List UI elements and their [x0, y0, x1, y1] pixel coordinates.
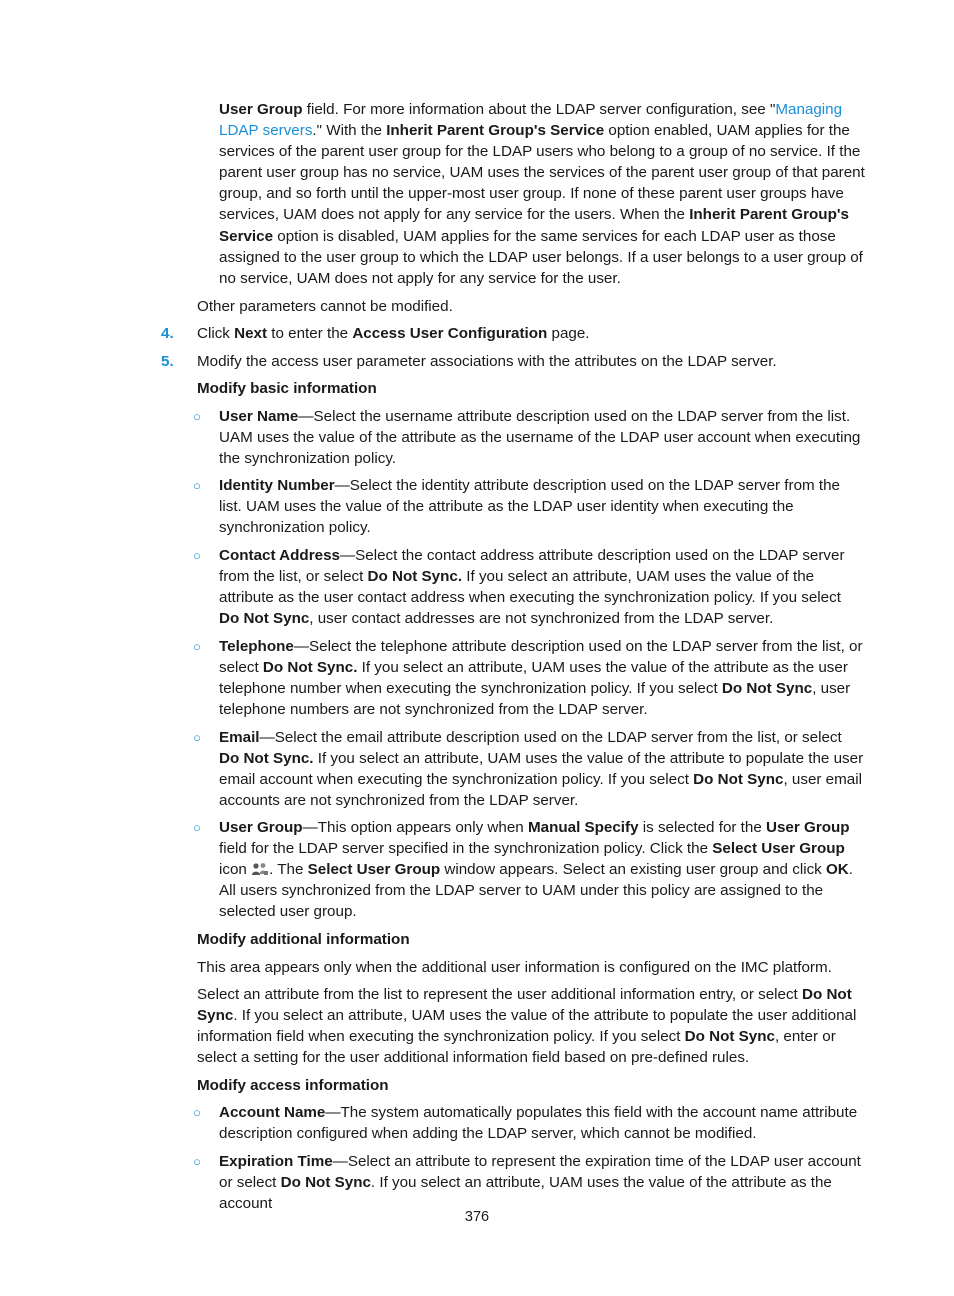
- bullet-identity-number: [219, 475, 865, 538]
- description: —This option appears only when: [302, 819, 528, 836]
- section-heading-access: Modify access information: [197, 1077, 389, 1094]
- step-text: Click: [197, 325, 235, 342]
- additional-paragraph-1: This area appears only when the additional user information is configured on the IMC platform.: [197, 959, 832, 976]
- term: Expiration Time: [219, 1153, 333, 1170]
- term: Account Name: [219, 1104, 326, 1121]
- ui-label: Access User Configuration: [352, 325, 548, 342]
- ui-label: Select User Group: [307, 861, 441, 879]
- bullet-contact-address: [219, 545, 865, 629]
- description: If you select an attribute, UAM uses the value of the attribute as the user telephone number when executing the synchronization policy. If you select: [219, 659, 848, 698]
- description: , user email accounts are not synchronized from the LDAP server.: [219, 771, 862, 810]
- intro-text: option enabled, UAM applies for the services of the parent user group for the LDAP users who belong to a group of no service. If the parent user group has no service, UAM uses the services of the parent user group of that parent group, and so forth until the upper-most user group. If none of these parent user groups have services, UAM does not apply for any service for the users. When the: [219, 122, 865, 224]
- intro-text: ." With the: [312, 122, 387, 140]
- ui-label: Do Not Sync: [684, 1028, 775, 1046]
- bullet-email: [219, 727, 865, 811]
- ui-label: Do Not Sync: [197, 986, 852, 1025]
- description: —Select the email attribute description used on the LDAP server from the list, or select: [259, 729, 842, 746]
- description: field for the LDAP server specified in the synchronization policy. Click the: [219, 840, 713, 858]
- ui-label: Do Not Sync.: [262, 659, 358, 677]
- term: Telephone: [219, 638, 294, 655]
- ui-label: Do Not Sync.: [219, 750, 314, 768]
- paragraph-text: , enter or select a setting for the user additional information field based on pre-defined rules.: [197, 1028, 836, 1067]
- bullet-expiration-time: [219, 1151, 865, 1214]
- description: , user contact addresses are not synchronized from the LDAP server.: [309, 610, 774, 628]
- term: User Group: [219, 819, 303, 836]
- intro-text: option is disabled, UAM applies for the same services for each LDAP user as those assigned to the user group to which the LDAP user belongs. If a user belongs to a user group of no service, UAM does not apply for any service for the user.: [219, 227, 863, 287]
- description: —Select the username attribute description used on the LDAP server from the list. UAM uses the value of the attribute as the username of the LDAP user account when executing the synchronization policy.: [219, 408, 861, 468]
- paragraph-text: Select an attribute from the list to represent the user additional information entry, or select: [197, 986, 802, 1003]
- ui-label: Next: [234, 325, 268, 342]
- bullet-icon: ○: [193, 820, 201, 835]
- bullet-icon: ○: [193, 730, 201, 745]
- page-number: 376: [464, 1209, 490, 1225]
- section-heading-additional: Modify additional information: [197, 931, 410, 948]
- ui-label: Do Not Sync: [219, 610, 310, 628]
- step-text: page.: [547, 325, 590, 342]
- description: icon: [219, 861, 252, 879]
- step-text: to enter the: [267, 325, 353, 342]
- description: —Select the identity attribute description used on the LDAP server from the list. UAM uses the value of the attribute as the LDAP user identity when executing the synchronization policy.: [219, 477, 841, 537]
- field-name: User Group: [219, 101, 303, 118]
- ui-label: Manual Specify: [527, 819, 639, 836]
- option-name: Inherit Parent Group's Service: [219, 206, 849, 245]
- bullet-user-name: [219, 406, 865, 469]
- bullet-icon: ○: [193, 409, 201, 424]
- step-number: 4.: [161, 325, 174, 342]
- ui-label: Do Not Sync: [280, 1174, 371, 1192]
- description: If you select an attribute, UAM uses the value of the attribute to populate the user email account when executing the synchronization policy. If you select: [219, 750, 864, 789]
- description: , user telephone numbers are not synchronized from the LDAP server.: [219, 680, 851, 719]
- ui-label: Do Not Sync.: [367, 568, 463, 586]
- bullet-user-group: [219, 817, 865, 922]
- ui-label: Select User Group: [712, 840, 845, 858]
- option-name: Inherit Parent Group's Service: [386, 122, 605, 140]
- ui-label: Do Not Sync: [693, 771, 784, 789]
- other-params-note: Other parameters cannot be modified.: [197, 298, 453, 315]
- description: —Select an attribute to represent the expiration time of the LDAP user account or select: [219, 1153, 861, 1192]
- term: Email: [219, 729, 260, 746]
- term: User Name: [219, 408, 299, 425]
- description: . All users synchronized from the LDAP server to UAM under this policy are assigned to the selected user group.: [219, 861, 853, 921]
- term: Contact Address: [219, 547, 340, 564]
- description: window appears. Select an existing user group and click: [440, 861, 826, 879]
- step-5-text: Modify the access user parameter associations with the attributes on the LDAP server.: [197, 353, 777, 370]
- bullet-account-name: [219, 1102, 865, 1144]
- description: . The: [269, 861, 308, 879]
- step-4-text: [197, 323, 865, 344]
- description: If you select an attribute, UAM uses the value of the attribute as the user contact address when executing the synchronization policy. If you select: [219, 568, 841, 607]
- description: —The system automatically populates this field with the account name attribute description configured when adding the LDAP server, which cannot be modified.: [219, 1104, 858, 1143]
- select-user-group-icon: [251, 861, 269, 875]
- description: —Select the telephone attribute description used on the LDAP server from the list, or select: [219, 638, 863, 677]
- ui-label: OK: [825, 861, 849, 879]
- paragraph-text: . If you select an attribute, UAM uses the value of the attribute to populate the user additional information field when executing the synchronization policy. If you select: [197, 1007, 857, 1046]
- intro-text: field. For more information about the LDAP server configuration, see ": [302, 101, 776, 118]
- bullet-icon: ○: [193, 548, 201, 563]
- description: . If you select an attribute, UAM uses the value of the attribute as the account: [219, 1174, 832, 1213]
- managing-ldap-servers-link[interactable]: Managing LDAP servers: [219, 101, 843, 140]
- term: Identity Number: [219, 477, 335, 494]
- bullet-icon: ○: [193, 1105, 201, 1120]
- step-number: 5.: [161, 353, 174, 370]
- ui-label: User Group: [766, 819, 850, 836]
- bullet-icon: ○: [193, 478, 201, 493]
- bullet-icon: ○: [193, 639, 201, 654]
- description: is selected for the: [638, 819, 767, 836]
- bullet-icon: ○: [193, 1154, 201, 1169]
- ui-label: Do Not Sync: [721, 680, 813, 698]
- additional-paragraph-2: [197, 984, 865, 1068]
- bullet-telephone: [219, 636, 865, 720]
- section-heading-basic: Modify basic information: [197, 380, 377, 397]
- intro-paragraph: [219, 99, 865, 289]
- description: —Select the contact address attribute description used on the LDAP server from the list, or select: [219, 547, 845, 586]
